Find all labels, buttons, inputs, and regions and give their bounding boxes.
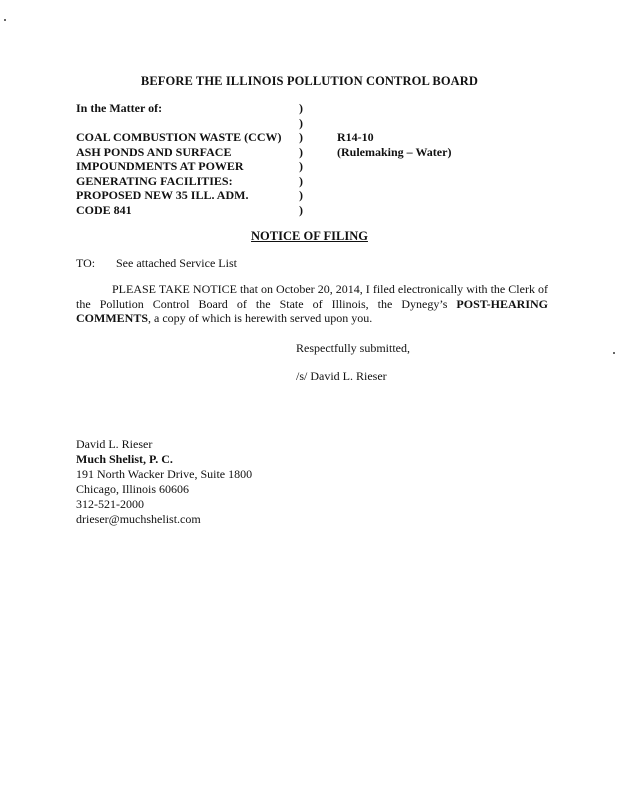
- caption-paren: ): [299, 202, 303, 217]
- contact-address-line2: Chicago, Illinois 60606: [76, 482, 189, 496]
- docket-info: [337, 130, 451, 159]
- notice-paragraph: [76, 282, 548, 326]
- caption-paren: ): [299, 144, 303, 159]
- caption-line: CODE 841: [76, 202, 132, 217]
- caption-line: GENERATING FACILITIES:: [76, 173, 233, 188]
- contact-address-line1: 191 North Wacker Drive, Suite 1800: [76, 467, 253, 481]
- scan-speck: [4, 19, 6, 21]
- contact-phone: 312-521-2000: [76, 497, 144, 511]
- contact-block: [76, 437, 252, 527]
- contact-firm: Much Shelist, P. C.: [76, 452, 173, 466]
- signature: /s/ David L. Rieser: [296, 369, 387, 383]
- caption-paren: ): [299, 130, 303, 144]
- docket-number: R14-10: [337, 130, 374, 144]
- caption-paren-column: [299, 101, 303, 217]
- to-label: TO:: [76, 256, 96, 270]
- caption-paren: ): [299, 188, 303, 202]
- notice-heading: NOTICE OF FILING: [251, 229, 368, 243]
- notice-document-title: POST-HEARING COMMENTS: [76, 296, 548, 325]
- caption-paren: ): [299, 173, 303, 188]
- closing-line: Respectfully submitted,: [296, 341, 410, 355]
- docket-type: (Rulemaking – Water): [337, 144, 452, 159]
- contact-email: drieser@muchshelist.com: [76, 512, 201, 526]
- notice-text-part1: PLEASE TAKE NOTICE that on October 20, 2014, I filed electronically with the Clerk of the Pollution Control Board of the State of Illinois, the Dynegy’s: [76, 282, 548, 311]
- board-title: BEFORE THE ILLINOIS POLLUTION CONTROL BOARD: [140, 74, 479, 88]
- notice-text-part2: , a copy of which is herewith served upon you.: [148, 311, 373, 325]
- caption-line: COAL COMBUSTION WASTE (CCW): [76, 130, 282, 144]
- in-the-matter-label: In the Matter of:: [76, 101, 163, 115]
- contact-name: David L. Rieser: [76, 437, 153, 451]
- scan-speck: [613, 352, 615, 354]
- to-value: See attached Service List: [116, 256, 237, 270]
- caption-line: IMPOUNDMENTS AT POWER: [76, 159, 244, 173]
- to-line: [76, 256, 237, 271]
- caption-paren: ): [299, 115, 303, 130]
- caption-line: ASH PONDS AND SURFACE: [76, 144, 232, 159]
- case-caption: [76, 101, 281, 217]
- caption-paren: ): [299, 159, 303, 173]
- caption-paren: ): [299, 101, 303, 115]
- caption-line: PROPOSED NEW 35 ILL. ADM.: [76, 188, 249, 202]
